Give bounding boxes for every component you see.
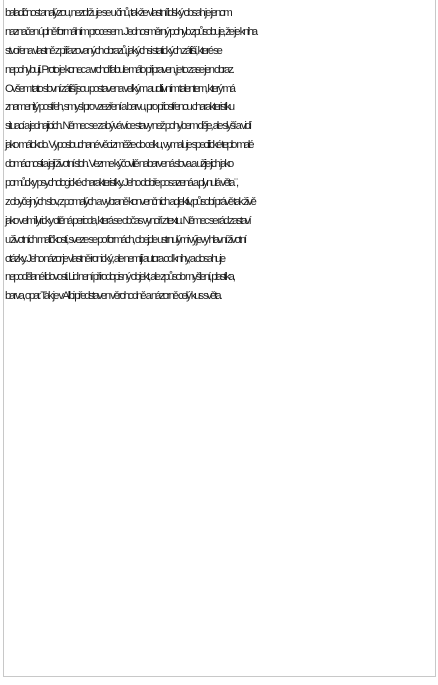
text-line: u životních maličkostí, sveze se po formách, obejde ustrnulými výjevy hlavní životní: [5, 233, 246, 246]
text-line: jako velmi lyricky cítěná perioda, která se občas vynoří z textu. Němec se rád zastaví: [5, 214, 250, 227]
document-page: [3, 0, 436, 677]
text-line: pomůcky psychologické charakteristiky. Jeho dobře posazená a plynulá věta ¨,: [5, 177, 238, 190]
text-line: Ovšem tato slovní zátiší jsou postavena velikým auditivním talentem, který má: [5, 82, 234, 95]
document-body-text: [5, 4, 433, 306]
text-line: barva, opar. Tak je v Alibi představen věrohodně a názorně celý kus světa.: [5, 290, 221, 303]
text-line: nepodělané lidovosti. Lid není přírodopisný objekt, ale způsob myšlení, plastika,: [5, 271, 234, 284]
text-line: situací a jednajících. Němec se zabývá více stavy než pohybem děje, ale slyší a vidí: [5, 120, 251, 133]
text-line: domácnosti a její životní sloh. Vezme kýčovitě nabarvená slova a užije jich jako: [5, 158, 233, 171]
text-line: baladičnost analýzou, nezdržuje se u činů, takže vlastní lidský obsah je jenom: [5, 7, 231, 19]
text-line: otázky. Jeho názor je vlastně ironický, ale nemíjí autora od knihy, a dosahuje: [5, 252, 225, 265]
text-line: naznačen úplně formálním procesem. Jednosměrný pohyb způsobuje, že je kniha: [5, 25, 257, 38]
text-line: znamenitý postřeh, smysl pro vzezření a barvu, pro přiostřenou charakteristiku: [5, 101, 234, 114]
text-line: nepohybují. Proto je konec a vrchol fabule málo připraven, je to zase jen obraz.: [5, 63, 233, 76]
text-line: jako málokdo. Vyposlouchané věci změže do celku, vymaluje specifické teplo malé: [5, 139, 253, 152]
text-line: stvořena vlastně z přiřazovaných obrazů, jakýchsi statických zátiší, které se: [5, 44, 221, 57]
text-line: z obyčejných slov, z pomalých a vybraně konvenčních adjektiv, působí právě tak živě: [5, 195, 255, 208]
